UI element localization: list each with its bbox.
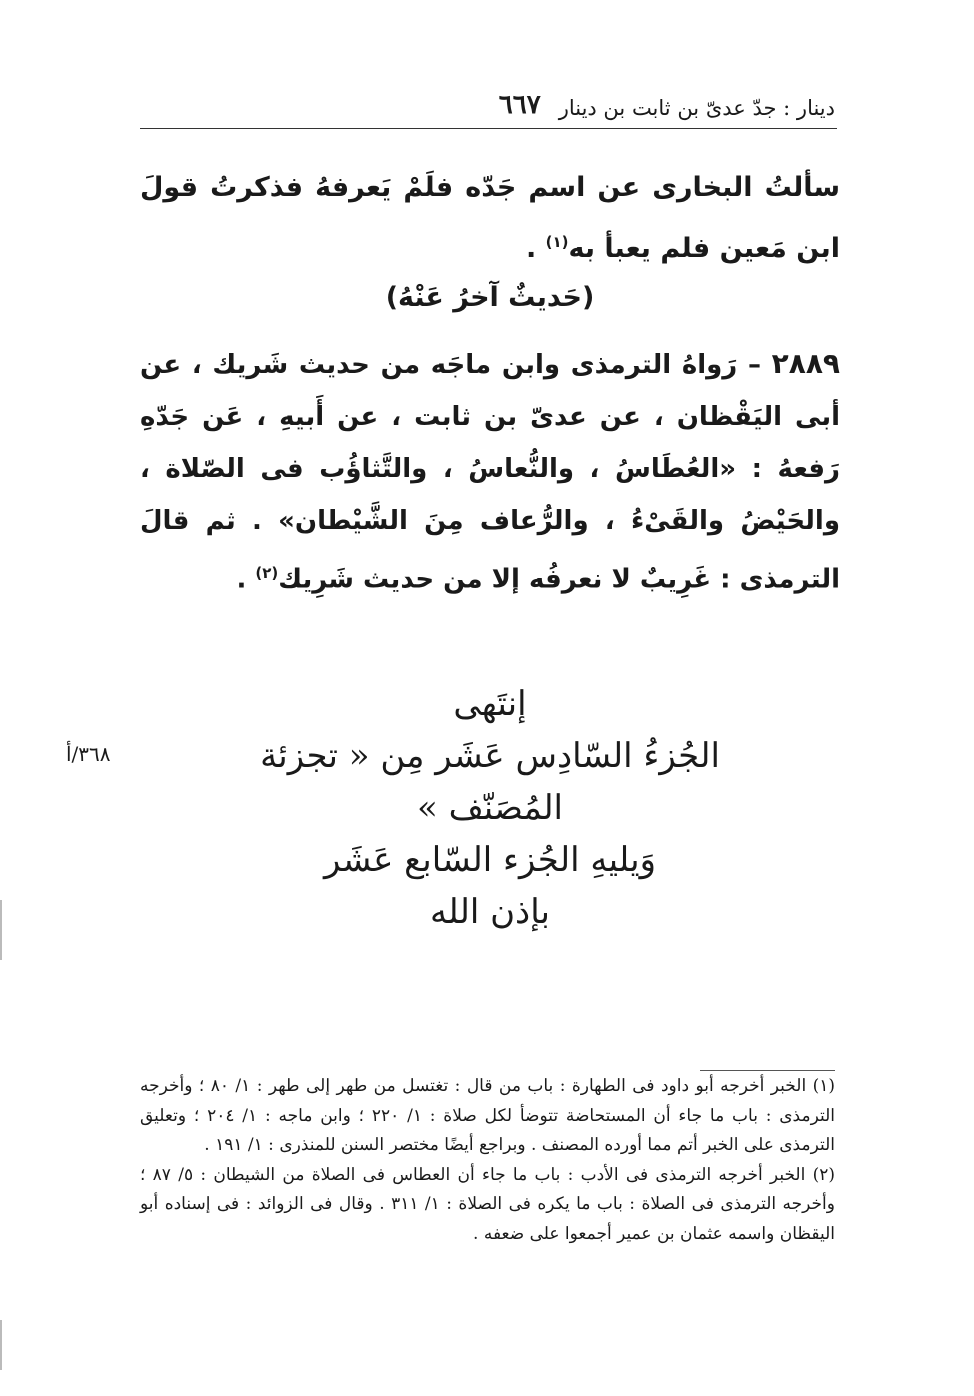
footnote-rule: [700, 1070, 835, 1071]
colophon-line-1: إنتَهى: [453, 684, 527, 724]
hadith-number: ٢٨٨٩: [771, 347, 840, 380]
section-title: (حَديثٌ آخرُ عَنْهُ): [385, 282, 595, 313]
intro-text: سألتُ البخارى عن اسم جَدّه فلَمْ يَعرفهُ فذكرتُ قولَ ابن مَعين فلم يعبأ به: [140, 172, 840, 264]
footnote-2: (٢) الخبر أخرجه الترمذى فى الأدب : باب ما جاء أن العطاس فى الصلاة من الشيطان : ٥/ ٨٧ ؛ وأخرجه الترمذى فى الصلاة : باب ما يكره فى الصلاة : ١/ ٣١١ . وقال فى الزوائد : فى إسناده أبو اليقظان واسمه عثمان بن عمير أجمعوا على ضعفه .: [140, 1164, 835, 1244]
intro-end: .: [525, 233, 546, 264]
page-number: ٦٦٧: [498, 90, 541, 120]
colophon-line-4: بإذن الله: [429, 892, 551, 932]
scan-edge-mark: [0, 1320, 2, 1370]
intro-paragraph: [140, 160, 840, 276]
hadith-text: – رَواهُ الترمذى وابن ماجَه من حديث شَريك ، عن أبى اليَقْظان ، عن عدىّ بن ثابت ، عن أَبيهِ ، عَن جَدّهِ رَفعهُ : «العُطَاسُ ، والنُّعاسُ ، والتَّثاؤُب فى الصّلاة ، والحَيْضُ والقَىْءُ ، والرُّعاف مِنَ الشَّيْطان» . ثم قالَ الترمذى : غَرِيبٌ لا نعرفُه إلا من حديث شَرِيك: [140, 350, 840, 595]
manuscript-folio-note: ٣٦٨/أ: [66, 742, 111, 766]
footnote-ref-1[interactable]: (١): [545, 233, 569, 251]
colophon-line-2: الجُزءُ السّادِس عَشَر مِن « تجزئة المُصَنّف »: [260, 736, 720, 828]
footnotes: [140, 1072, 835, 1249]
footnote-ref-2[interactable]: (٢): [255, 564, 279, 582]
hadith-paragraph: [140, 338, 840, 606]
scan-edge-mark: [0, 900, 2, 960]
colophon-line-3: وَيليهِ الجُزء السّابع عَشَر: [324, 840, 656, 880]
running-title: دينار : جدّ عدىّ بن ثابت بن دينار: [558, 96, 835, 120]
footnote-1: (١) الخبر أخرجه أبو داود فى الطهارة : باب من قال : تغتسل من طهر إلى طهر : ١/ ٨٠ ؛ وأخرجه الترمذى : باب ما جاء أن المستحاضة تتوضأ لكل صلاة : ١/ ٢٢٠ ؛ وابن ماجه : ١/ ٢٠٤ ؛ وتعليق الترمذى على الخبر أتم مما أورده المصنف . وبراجع أيضًا مختصر السنن للمنذرى : ١/ ١٩١ .: [140, 1076, 836, 1155]
colophon: [240, 678, 740, 938]
header-rule: [140, 128, 837, 129]
page-header: [140, 80, 835, 120]
hadith-end: .: [236, 564, 256, 595]
